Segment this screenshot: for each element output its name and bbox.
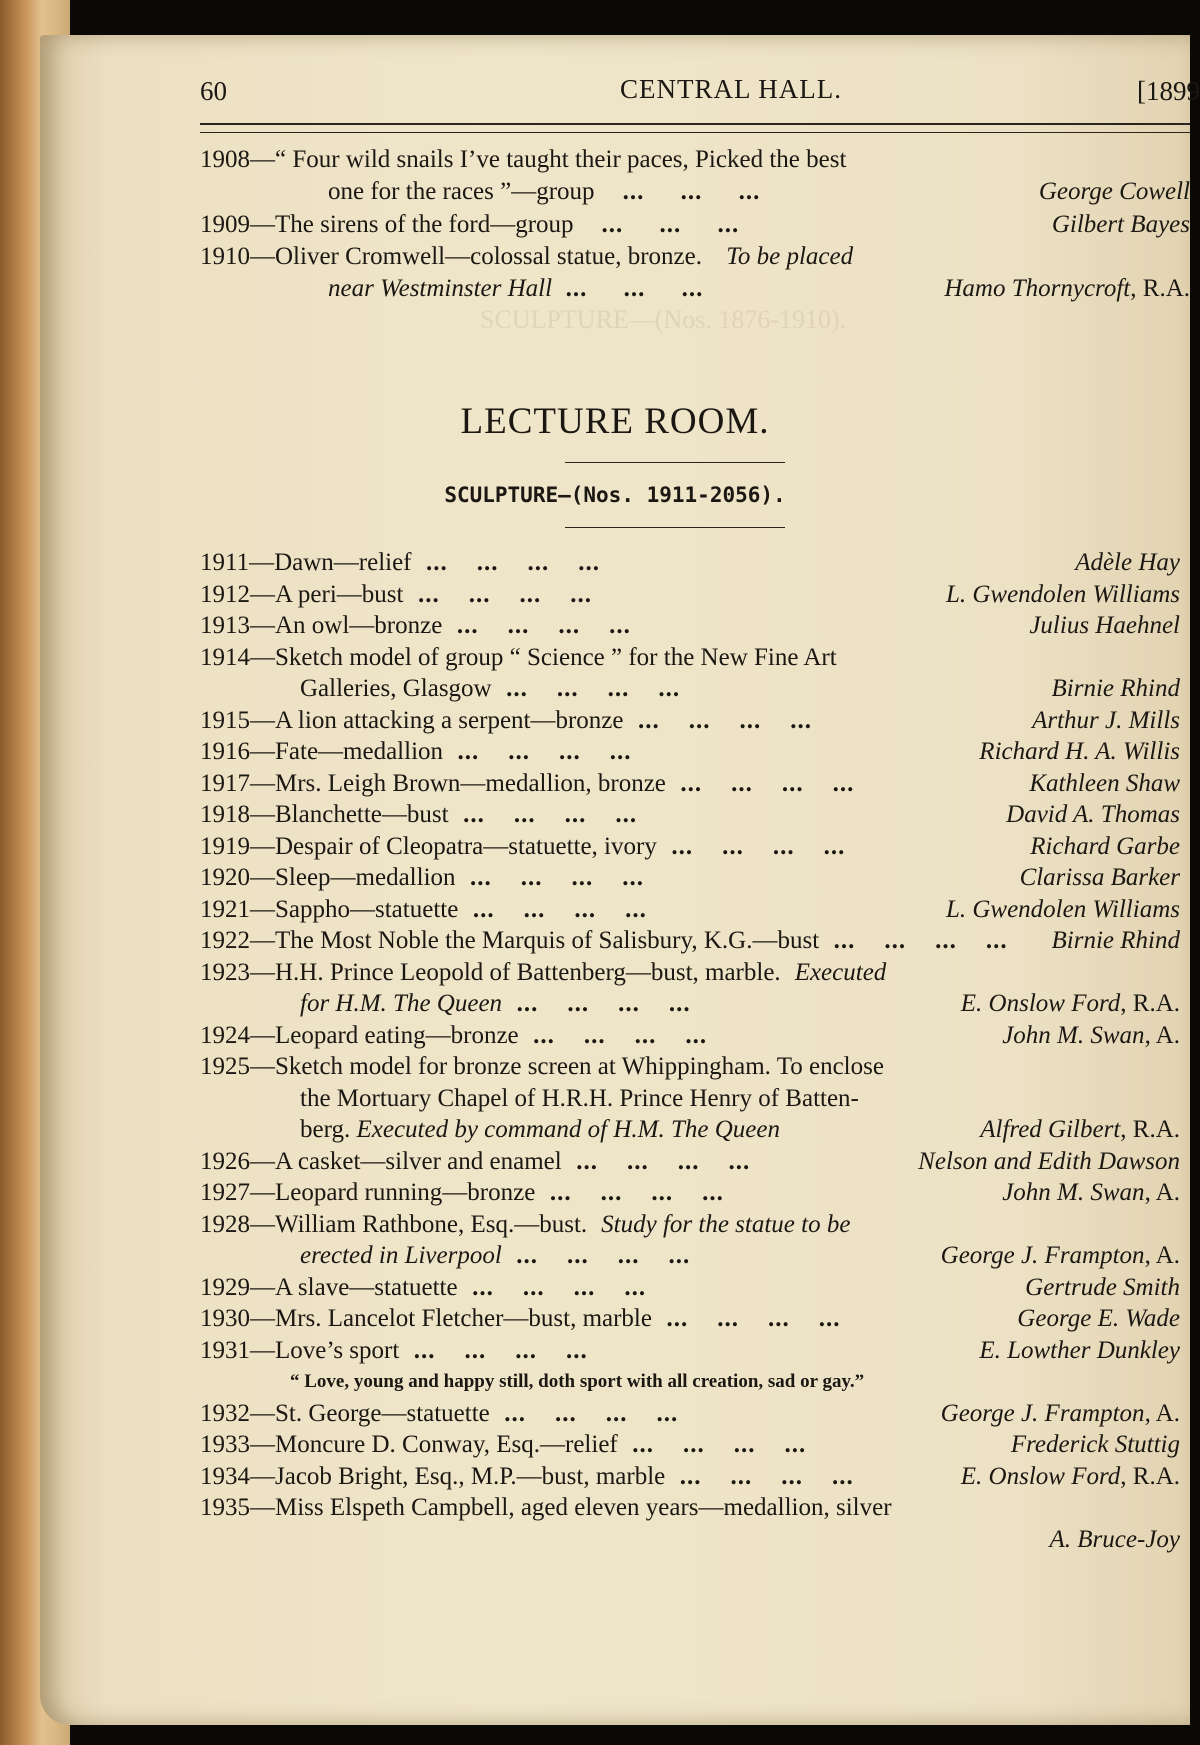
entry-text: 1924—Leopard eating—bronze (200, 1021, 519, 1049)
entry-line: one for the races ”—group ... ... ... George Cowell (328, 178, 1190, 205)
artist-name: John M. Swan (1002, 1021, 1145, 1049)
artist-suffix: , A. (1144, 1399, 1180, 1427)
entry-line (200, 1304, 1180, 1334)
artist-name: Richard H. A. Willis (979, 738, 1180, 765)
entry-text: 1930—Mrs. Lancelot Fletcher—bust, marble (200, 1305, 652, 1332)
entry-line (200, 769, 1180, 799)
entry-line (200, 863, 1180, 893)
artist-name: Arthur J. Mills (1032, 706, 1180, 734)
leader-dots: ... ... ... ... (491, 675, 681, 702)
artist-name: Julius Haehnel (1029, 612, 1180, 639)
entry-text: 1918—Blanchette—bust (200, 801, 449, 828)
entry-note: Study for the statue to be (601, 1210, 851, 1238)
artist-name: E. Onslow Ford (960, 990, 1121, 1017)
artist-name: Adèle Hay (1075, 549, 1180, 576)
artist-name: Alfred Gilbert (980, 1116, 1121, 1143)
entry-line (200, 1336, 1180, 1366)
leader-dots: ... ... ... ... (518, 1021, 708, 1049)
leader-dots: ... ... ... ... (489, 1399, 679, 1427)
entry-line (200, 1462, 1180, 1492)
entry-text: 1911—Dawn—relief (200, 549, 412, 576)
entry-line: 1909—The sirens of the ford—group ... ... ... Gilbert Bayes (200, 211, 1190, 238)
entry-text: 1919—Despair of Cleopatra—statuette, ivory (200, 832, 657, 860)
leader-dots: ... ... ... ... (623, 706, 812, 734)
leader-dots: ... ... ... ... (442, 612, 631, 639)
artist-name: George Cowell (1038, 178, 1190, 205)
artist-name: Clarissa Barker (1019, 864, 1180, 891)
artist-name: David A. Thomas (1006, 801, 1180, 828)
entry-text: 1935—Miss Elspeth Campbell, aged eleven years—medallion, silver (200, 1494, 892, 1521)
leader-dots: ... ... ... ... (502, 990, 691, 1017)
running-title: CENTRAL HALL. (620, 74, 842, 104)
artist-name: Gilbert Bayes (1051, 211, 1190, 238)
entry-text: 1926—A casket—silver and enamel (200, 1147, 562, 1175)
entry-line (200, 1273, 1180, 1303)
entry-quote: “ Love, young and happy still, doth sport with all creation, sad or gay.” (290, 1371, 865, 1392)
artist-name: Richard Garbe (1030, 832, 1180, 860)
artist-suffix: , A. (1144, 1021, 1180, 1049)
leader-dots: ... ... ... ... (457, 1273, 647, 1301)
entry-text: 1914—Sketch model of group “ Science ” for the New Fine Art (200, 643, 837, 671)
artist-name: L. Gwendolen Williams (945, 895, 1180, 923)
entry-text: Galleries, Glasgow (300, 675, 492, 702)
entry-note: Executed by command of H.M. The Queen (350, 1116, 780, 1143)
entry-text: berg. (300, 1116, 351, 1143)
leader-dots: ... ... ... ... (501, 1242, 691, 1269)
entry-line (200, 580, 1180, 610)
entry-line (300, 1241, 1180, 1271)
artist-name: Birnie Rhind (1051, 927, 1180, 954)
artist-name: Kathleen Shaw (1029, 769, 1180, 797)
title-rule (565, 462, 785, 463)
entry-line (300, 1115, 1180, 1145)
leader-dots: ... ... ... ... (561, 1147, 751, 1175)
entry-text: 1932—St. George—statuette (200, 1399, 490, 1427)
entry-text: 1915—A lion attacking a serpent—bronze (200, 706, 624, 734)
section-subtitle: SCULPTURE—(Nos. 1911-2056). (444, 483, 786, 507)
entry-text: 1916—Fate—medallion (200, 738, 444, 765)
leader-dots: ... ... ... ... (665, 769, 855, 797)
entry-text: 1913—An owl—bronze (200, 612, 443, 639)
leader-dots: ... ... ... ... (455, 864, 645, 891)
leader-dots: ... ... ... ... (448, 801, 638, 828)
leader-dots: ... ... ... ... (651, 1305, 841, 1332)
entry-line (200, 1052, 1180, 1082)
entry-text: for H.M. The Queen (300, 990, 503, 1017)
entry-text: 1912—A peri—bust (200, 580, 404, 608)
entry-line: near Westminster Hall ... ... ... Hamo Thornycroft, R.A. (328, 275, 1190, 302)
entry-line (200, 832, 1180, 862)
entry-line (300, 1084, 1180, 1114)
entry-text: 1921—Sappho—statuette (200, 895, 459, 923)
book-page (40, 35, 1200, 1725)
entry-text: erected in Liverpool (300, 1242, 502, 1269)
entry-line (200, 958, 1180, 988)
artist-suffix: , A. (1144, 1179, 1180, 1206)
entry-line (200, 1430, 1180, 1460)
entry-line (200, 611, 1180, 641)
entry-line: 1908—“ Four wild snails I’ve taught their paces, Picked the best (200, 146, 847, 173)
leader-dots: ... ... ... ... (665, 1462, 854, 1490)
entry-text: 1933—Moncure D. Conway, Esq.—relief (200, 1431, 618, 1458)
entry-text: 1917—Mrs. Leigh Brown—medallion, bronze (200, 769, 666, 797)
bleed-through-text: SCULPTURE—(Nos. 1876-1910). (480, 305, 847, 334)
artist-name: Hamo Thornycroft (944, 275, 1131, 302)
entry-line (200, 1178, 1180, 1208)
artist-name: George J. Frampton (940, 1399, 1145, 1427)
entry-line (200, 1210, 1180, 1240)
entry-text: 1928—William Rathbone, Esq.—bust. (200, 1210, 588, 1238)
entry-text: 1929—A slave—statuette (200, 1273, 458, 1301)
header-year: [1899 (1137, 76, 1200, 106)
subtitle-rule (565, 527, 785, 528)
entry-text: 1925—Sketch model for bronze screen at Whippingham. To enclose (200, 1053, 884, 1080)
entry-text: 1923—H.H. Prince Leopold of Battenberg—bust, marble. (200, 958, 781, 986)
section-title: LECTURE ROOM. (460, 401, 770, 442)
entry-line (200, 1147, 1180, 1177)
leader-dots: ... ... ... ... (443, 738, 632, 765)
page-header (200, 68, 1200, 114)
leader-dots: ... ... ... ... (617, 1431, 807, 1458)
leader-dots: ... ... ... ... (403, 580, 592, 608)
entry-line (200, 926, 1180, 956)
leader-dots: ... ... ... ... (411, 549, 601, 576)
entry-note: Executed (794, 958, 887, 986)
artist-suffix: , R.A. (1120, 990, 1180, 1017)
artist-name: Birnie Rhind (1051, 675, 1180, 702)
artist-name: George J. Frampton (940, 1242, 1145, 1269)
artist-name: Nelson and Edith Dawson (918, 1147, 1180, 1175)
leader-dots: ... ... ... ... (458, 895, 647, 923)
entry-line (200, 1021, 1180, 1051)
leader-dots: ... ... ... ... (656, 832, 846, 860)
header-rule (200, 123, 1190, 133)
entry-line (200, 1493, 1180, 1523)
leader-dots: ... ... ... ... (399, 1336, 588, 1364)
entry-line (200, 1399, 1180, 1429)
entry-text: 1922—The Most Noble the Marquis of Salisbury, K.G.—bust (200, 927, 820, 954)
leader-dots: ... ... ... ... (535, 1179, 724, 1206)
entry-text: the Mortuary Chapel of H.R.H. Prince Henry of Batten- (300, 1084, 859, 1112)
entry-line (200, 800, 1180, 830)
artist-name: George E. Wade (1017, 1305, 1180, 1332)
entry-line (200, 548, 1180, 578)
entry-line (200, 737, 1180, 767)
entry-line (200, 706, 1180, 736)
artist-name: A. Bruce-Joy (1049, 1525, 1180, 1553)
page-number: 60 (200, 76, 227, 106)
artist-name: John M. Swan (1002, 1179, 1145, 1206)
artist-name: L. Gwendolen Williams (945, 580, 1180, 608)
entry-line: 1910—Oliver Cromwell—colossal statue, bronze. To be placed (200, 243, 854, 270)
artist-suffix: , R.A. (1120, 1462, 1180, 1490)
artist-name: E. Onslow Ford (960, 1462, 1121, 1490)
artist-suffix: , R.A. (1120, 1116, 1180, 1143)
entry-line (300, 989, 1180, 1019)
entry-line (200, 643, 1180, 673)
entry-text: 1931—Love’s sport (200, 1336, 400, 1364)
entry-text: 1934—Jacob Bright, Esq., M.P.—bust, marble (200, 1462, 666, 1490)
artist-suffix: , A. (1144, 1242, 1180, 1269)
entry-line (300, 674, 1180, 704)
entry-line (200, 895, 1180, 925)
artist-name: Gertrude Smith (1025, 1273, 1180, 1301)
leader-dots: ... ... ... ... (819, 927, 1008, 954)
entry-text: 1927—Leopard running—bronze (200, 1179, 536, 1206)
entry-text: 1920—Sleep—medallion (200, 864, 456, 891)
artist-name: Frederick Stuttig (1010, 1431, 1180, 1458)
artist-name: E. Lowther Dunkley (979, 1336, 1180, 1364)
